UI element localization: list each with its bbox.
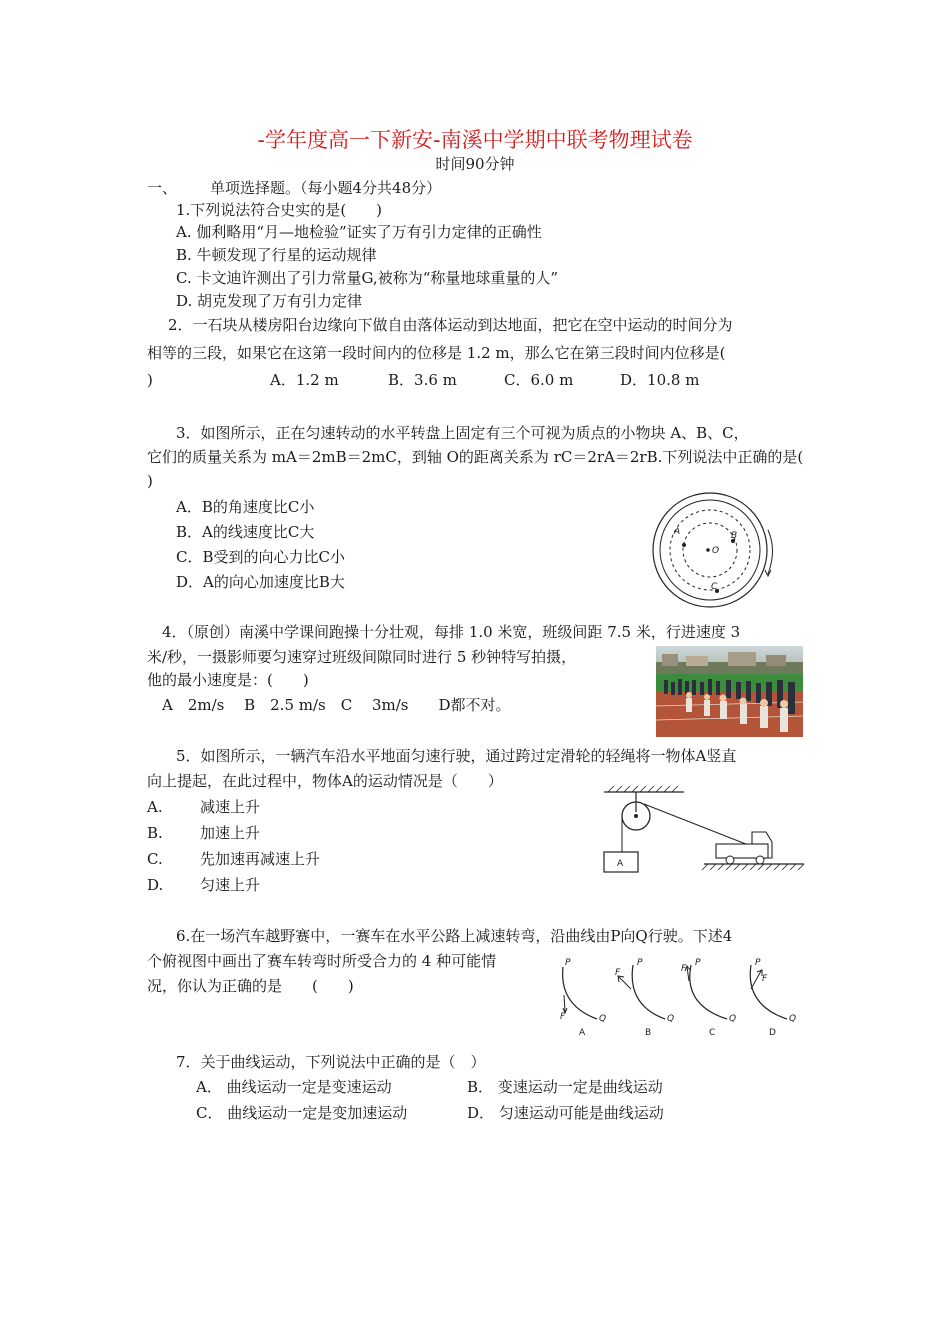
curve-force-figure <box>555 955 815 1039</box>
q5-option-d-letter: D. <box>147 876 164 894</box>
turntable-label-c: C <box>711 582 718 592</box>
section-number: 一、 <box>147 179 178 197</box>
q3-option-c: C．B受到的向心力比C小 <box>176 548 345 566</box>
pulley-truck-figure <box>598 784 808 878</box>
option-c-diagram <box>681 958 736 1038</box>
section-heading: 单项选择题。（每小题4分共48分） <box>210 179 442 197</box>
q6-line-2: 个俯视图中画出了赛车转弯时所受合力的 4 种可能情 <box>147 952 497 970</box>
q5-option-d-text: 匀速上升 <box>200 876 261 894</box>
q5-option-c-letter: C. <box>147 850 163 868</box>
q5-line-2: 向上提起，在此过程中，物体A的运动情况是（ ） <box>147 772 503 790</box>
q3-line-1: 3．如图所示，正在匀速转动的水平转盘上固定有三个可视为质点的小物块 A、B、C， <box>176 424 749 442</box>
diagram-d-caption: D <box>769 1028 776 1038</box>
turntable-figure <box>640 490 790 612</box>
q7-option-d: D． 匀速运动可能是曲线运动 <box>467 1104 664 1122</box>
q3-line-3: ) <box>147 472 153 490</box>
pulley-block-label: A <box>617 859 624 869</box>
diagram-c-caption: C <box>709 1028 716 1038</box>
diagram-b-caption: B <box>645 1028 652 1038</box>
q5-line-1: 5．如图所示，一辆汽车沿水平地面匀速行驶，通过跨过定滑轮的轻绳将一物体A竖直 <box>176 747 737 765</box>
q6-line-1: 6.在一场汽车越野赛中，一赛车在水平公路上减速转弯，沿曲线由P向Q行驶。下述4 <box>176 927 733 945</box>
q2-line-1: 2．一石块从楼房阳台边缘向下做自由落体运动到达地面，把它在空中运动的时间分为 <box>168 316 733 334</box>
q4-line-2: 米/秒，一摄影师要匀速穿过班级间隙同时进行 5 秒钟特写拍摄， <box>147 648 577 666</box>
option-d-diagram <box>750 958 796 1038</box>
diagram-b-q: Q <box>667 1014 675 1024</box>
q1-option-a: A. 伽利略用“月—地检验”证实了万有引力定律的正确性 <box>176 223 542 241</box>
q3-line-2: 它们的质量关系为 mA＝2mB＝2mC，到轴 O的距离关系为 rC＝2rA＝2rB.下列说法中正确的是( <box>147 448 804 466</box>
page-title: -学年度高一下新安-南溪中学期中联考物理试卷 <box>257 128 693 152</box>
q2-line-3: ) <box>147 371 153 389</box>
q4-options: A 2m/s B 2.5 m/s C 3m/s D都不对。 <box>162 696 511 714</box>
q1-option-d: D. 胡克发现了万有引力定律 <box>176 292 363 310</box>
turntable-label-b: B <box>731 531 738 541</box>
diagram-d-q: Q <box>789 1014 797 1024</box>
option-a-diagram <box>560 958 606 1038</box>
diagram-b-p: P <box>637 958 643 968</box>
diagram-c-p: P <box>695 958 701 968</box>
q2-option-c: C．6.0 m <box>504 371 574 389</box>
q1-option-c: C. 卡文迪许测出了引力常量G,被称为“称量地球重量的人” <box>176 269 559 287</box>
q6-line-3: 况，你认为正确的是 ( ) <box>147 977 354 995</box>
q3-option-d: D．A的向心加速度比B大 <box>176 573 345 591</box>
q3-option-a: A．B的角速度比C小 <box>176 498 315 516</box>
diagram-c-q: Q <box>729 1014 737 1024</box>
diagram-a-q: Q <box>599 1014 607 1024</box>
diagram-d-f: F <box>762 974 768 984</box>
q1-option-b: B. 牛顿发现了行星的运动规律 <box>176 246 377 264</box>
q2-option-a: A．1.2 m <box>270 371 339 389</box>
diagram-a-caption: A <box>579 1028 586 1038</box>
q2-line-2: 相等的三段，如果它在这第一段时间内的位移是 1.2 m，那么它在第三段时间内位移是( <box>147 344 726 362</box>
q2-option-d: D．10.8 m <box>620 371 700 389</box>
diagram-c-f: F <box>681 964 687 974</box>
q7-option-c: C． 曲线运动一定是变加速运动 <box>196 1104 408 1122</box>
diagram-a-f: F <box>560 1012 566 1022</box>
q2-option-b: B．3.6 m <box>388 371 457 389</box>
running-students-photo <box>656 646 803 737</box>
q5-option-b-text: 加速上升 <box>200 824 261 842</box>
q5-option-b-letter: B. <box>147 824 163 842</box>
option-b-diagram <box>615 958 674 1038</box>
diagram-a-p: P <box>565 958 571 968</box>
q5-option-a-text: 减速上升 <box>200 798 261 816</box>
q3-option-b: B．A的线速度比C大 <box>176 523 315 541</box>
exam-time: 时间90分钟 <box>435 155 515 173</box>
q5-option-a-letter: A. <box>147 798 163 816</box>
q7-option-b: B． 变速运动一定是曲线运动 <box>467 1078 663 1096</box>
diagram-d-p: P <box>755 958 761 968</box>
q4-line-1: 4．（原创）南溪中学课间跑操十分壮观，每排 1.0 米宽，班级间距 7.5 米，行进速度 3 <box>162 623 741 641</box>
turntable-label-o: O <box>712 546 720 556</box>
q1-stem: 1.下列说法符合史实的是( ) <box>176 201 383 219</box>
q7-stem: 7．关于曲线运动，下列说法中正确的是（ ） <box>176 1053 486 1071</box>
q5-option-c-text: 先加速再减速上升 <box>200 850 321 868</box>
turntable-label-a: A <box>674 527 681 537</box>
q7-option-a: A． 曲线运动一定是变速运动 <box>196 1078 392 1096</box>
q4-line-3: 他的最小速度是：( ) <box>147 671 309 689</box>
diagram-b-f: F <box>615 968 621 978</box>
